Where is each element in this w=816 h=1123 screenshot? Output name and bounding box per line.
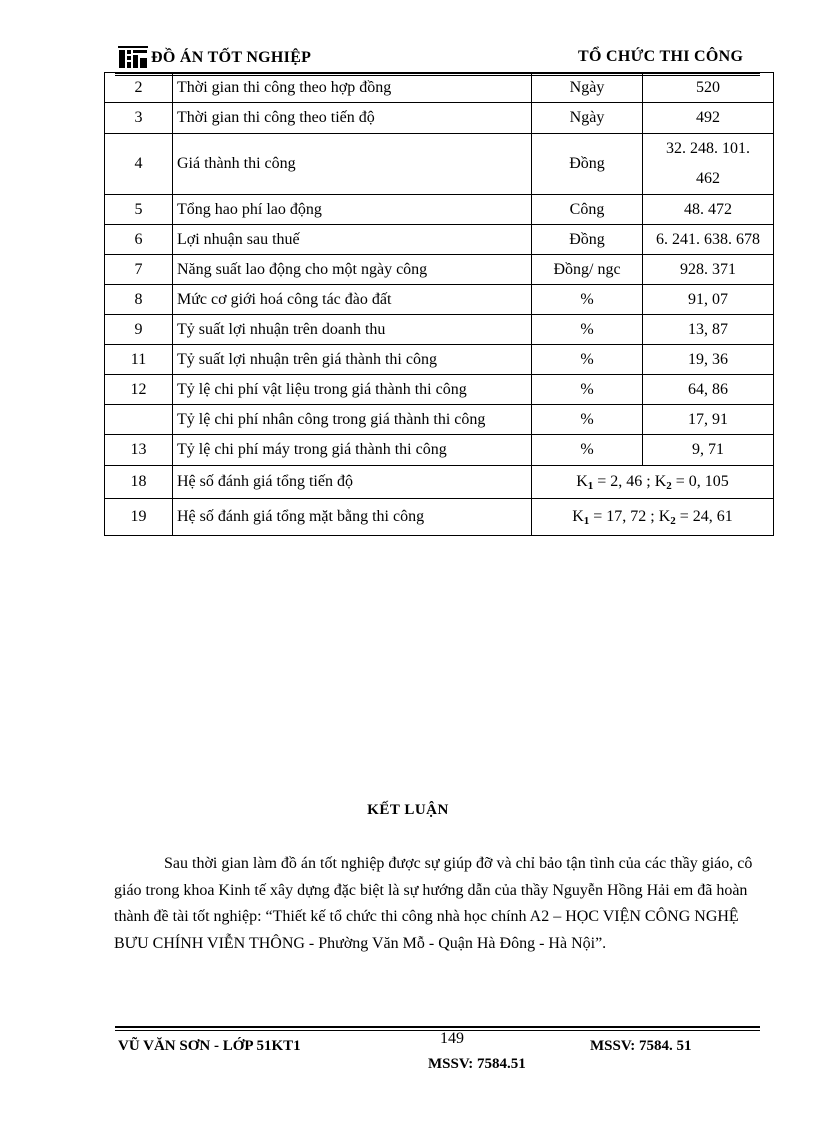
table-row [105, 345, 774, 375]
row-name: Tỷ lệ chi phí máy trong giá thành thi công [173, 435, 532, 466]
table-row [105, 285, 774, 315]
row-value: 9, 71 [643, 435, 774, 466]
logo-icon [118, 46, 148, 70]
k1-value: = 17, 72 ; [589, 507, 659, 525]
row-number [105, 405, 173, 435]
coefficient-values [532, 499, 774, 536]
row-name: Tỷ lệ chi phí vật liệu trong giá thành thi công [173, 375, 532, 405]
row-value: 17, 91 [643, 405, 774, 435]
k2-subscript: 2 [670, 514, 676, 527]
conclusion-paragraph: Sau thời gian làm đồ án tốt nghiệp được sự giúp đỡ và chỉ bảo tận tình của các thầy giáo, cô giáo trong khoa Kinh tế xây dựng đặc biệt là sự hướng dẫn của thầy Nguyễn Hồng Hải em đã hoàn thành đề tài tốt nghiệp: “Thiết kế tổ chức thi công nhà học chính A2 – HỌC VIỆN CÔNG NGHỆ BƯU CHÍNH VIỄN THÔNG - Phường Văn Mỗ - Quận Hà Đông - Hà Nội”. [114, 855, 753, 952]
row-value: 91, 07 [643, 285, 774, 315]
row-unit: % [532, 315, 643, 345]
row-unit: % [532, 345, 643, 375]
row-value: 48. 472 [643, 195, 774, 225]
row-unit: Đồng [532, 134, 643, 195]
row-name: Giá thành thi công [173, 134, 532, 195]
row-number: 7 [105, 255, 173, 285]
row-name: Năng suất lao động cho một ngày công [173, 255, 532, 285]
k1-label: K [572, 507, 584, 525]
coefficient-values [532, 466, 774, 499]
k1-label: K [576, 472, 588, 490]
row-value: 928. 371 [643, 255, 774, 285]
k1-subscript: 1 [583, 514, 590, 527]
row-name: Mức cơ giới hoá công tác đào đất [173, 285, 532, 315]
row-value: 19, 36 [643, 345, 774, 375]
row-unit: Công [532, 195, 643, 225]
row-name: Lợi nhuận sau thuế [173, 225, 532, 255]
row-number: 6 [105, 225, 173, 255]
row-number: 9 [105, 315, 173, 345]
k2-value: = 24, 61 [675, 507, 733, 525]
table-row [105, 73, 774, 103]
table-row [105, 134, 774, 195]
row-value-line2: 462 [696, 170, 720, 187]
row-value: 64, 86 [643, 375, 774, 405]
table-row [105, 466, 774, 499]
page-number: 149 [440, 1030, 464, 1047]
row-name: Thời gian thi công theo hợp đồng [173, 73, 532, 103]
row-name: Hệ số đánh giá tổng tiến độ [173, 466, 532, 499]
row-number: 8 [105, 285, 173, 315]
table-row [105, 103, 774, 134]
table-row [105, 435, 774, 466]
row-number: 18 [105, 466, 173, 499]
row-name: Tỷ suất lợi nhuận trên doanh thu [173, 315, 532, 345]
row-number: 19 [105, 499, 173, 536]
row-value-line1: 32. 248. 101. [666, 140, 750, 157]
k2-label: K [658, 507, 671, 525]
row-value [643, 134, 774, 195]
row-number: 13 [105, 435, 173, 466]
row-name: Tỷ lệ chi phí nhân công trong giá thành thi công [173, 405, 532, 435]
table-row [105, 405, 774, 435]
row-number: 2 [105, 73, 173, 103]
table-row [105, 375, 774, 405]
conclusion-title: KẾT LUẬN [367, 802, 449, 818]
footer-author: VŨ VĂN SƠN - LỚP 51KT1 [118, 1038, 301, 1054]
row-name: Thời gian thi công theo tiến độ [173, 103, 532, 134]
row-value: 6. 241. 638. 678 [643, 225, 774, 255]
row-name: Tổng hao phí lao động [173, 195, 532, 225]
footer-student-id: MSSV: 7584. 51 [590, 1038, 692, 1054]
header-left-title: ĐỒ ÁN TỐT NGHIỆP [151, 49, 312, 66]
header-left [118, 46, 311, 70]
row-unit: Đồng/ ngc [532, 255, 643, 285]
row-number: 5 [105, 195, 173, 225]
table-row [105, 315, 774, 345]
row-unit: % [532, 375, 643, 405]
summary-table [104, 72, 774, 536]
row-name: Tỷ suất lợi nhuận trên giá thành thi công [173, 345, 532, 375]
footer-rule [115, 1026, 760, 1028]
k1-subscript: 1 [587, 479, 594, 492]
row-unit: Ngày [532, 103, 643, 134]
table-row [105, 255, 774, 285]
row-number: 3 [105, 103, 173, 134]
row-unit: Ngày [532, 73, 643, 103]
row-unit: % [532, 435, 643, 466]
footer-rule-thin [115, 1030, 760, 1031]
k2-value: = 0, 105 [671, 472, 729, 490]
row-number: 12 [105, 375, 173, 405]
row-unit: Đồng [532, 225, 643, 255]
k2-subscript: 2 [666, 479, 672, 492]
footer-student-id-center: MSSV: 7584.51 [428, 1056, 526, 1072]
table-row [105, 195, 774, 225]
k1-value: = 2, 46 ; [593, 472, 655, 490]
k2-label: K [654, 472, 667, 490]
row-unit: % [532, 285, 643, 315]
header-right-title: TỔ CHỨC THI CÔNG [578, 48, 744, 65]
row-number: 4 [105, 134, 173, 195]
row-value: 520 [643, 73, 774, 103]
table-row [105, 225, 774, 255]
row-value: 492 [643, 103, 774, 134]
row-name: Hệ số đánh giá tổng mặt bằng thi công [173, 499, 532, 536]
row-number: 11 [105, 345, 173, 375]
row-unit: % [532, 405, 643, 435]
table-row [105, 499, 774, 536]
row-value: 13, 87 [643, 315, 774, 345]
